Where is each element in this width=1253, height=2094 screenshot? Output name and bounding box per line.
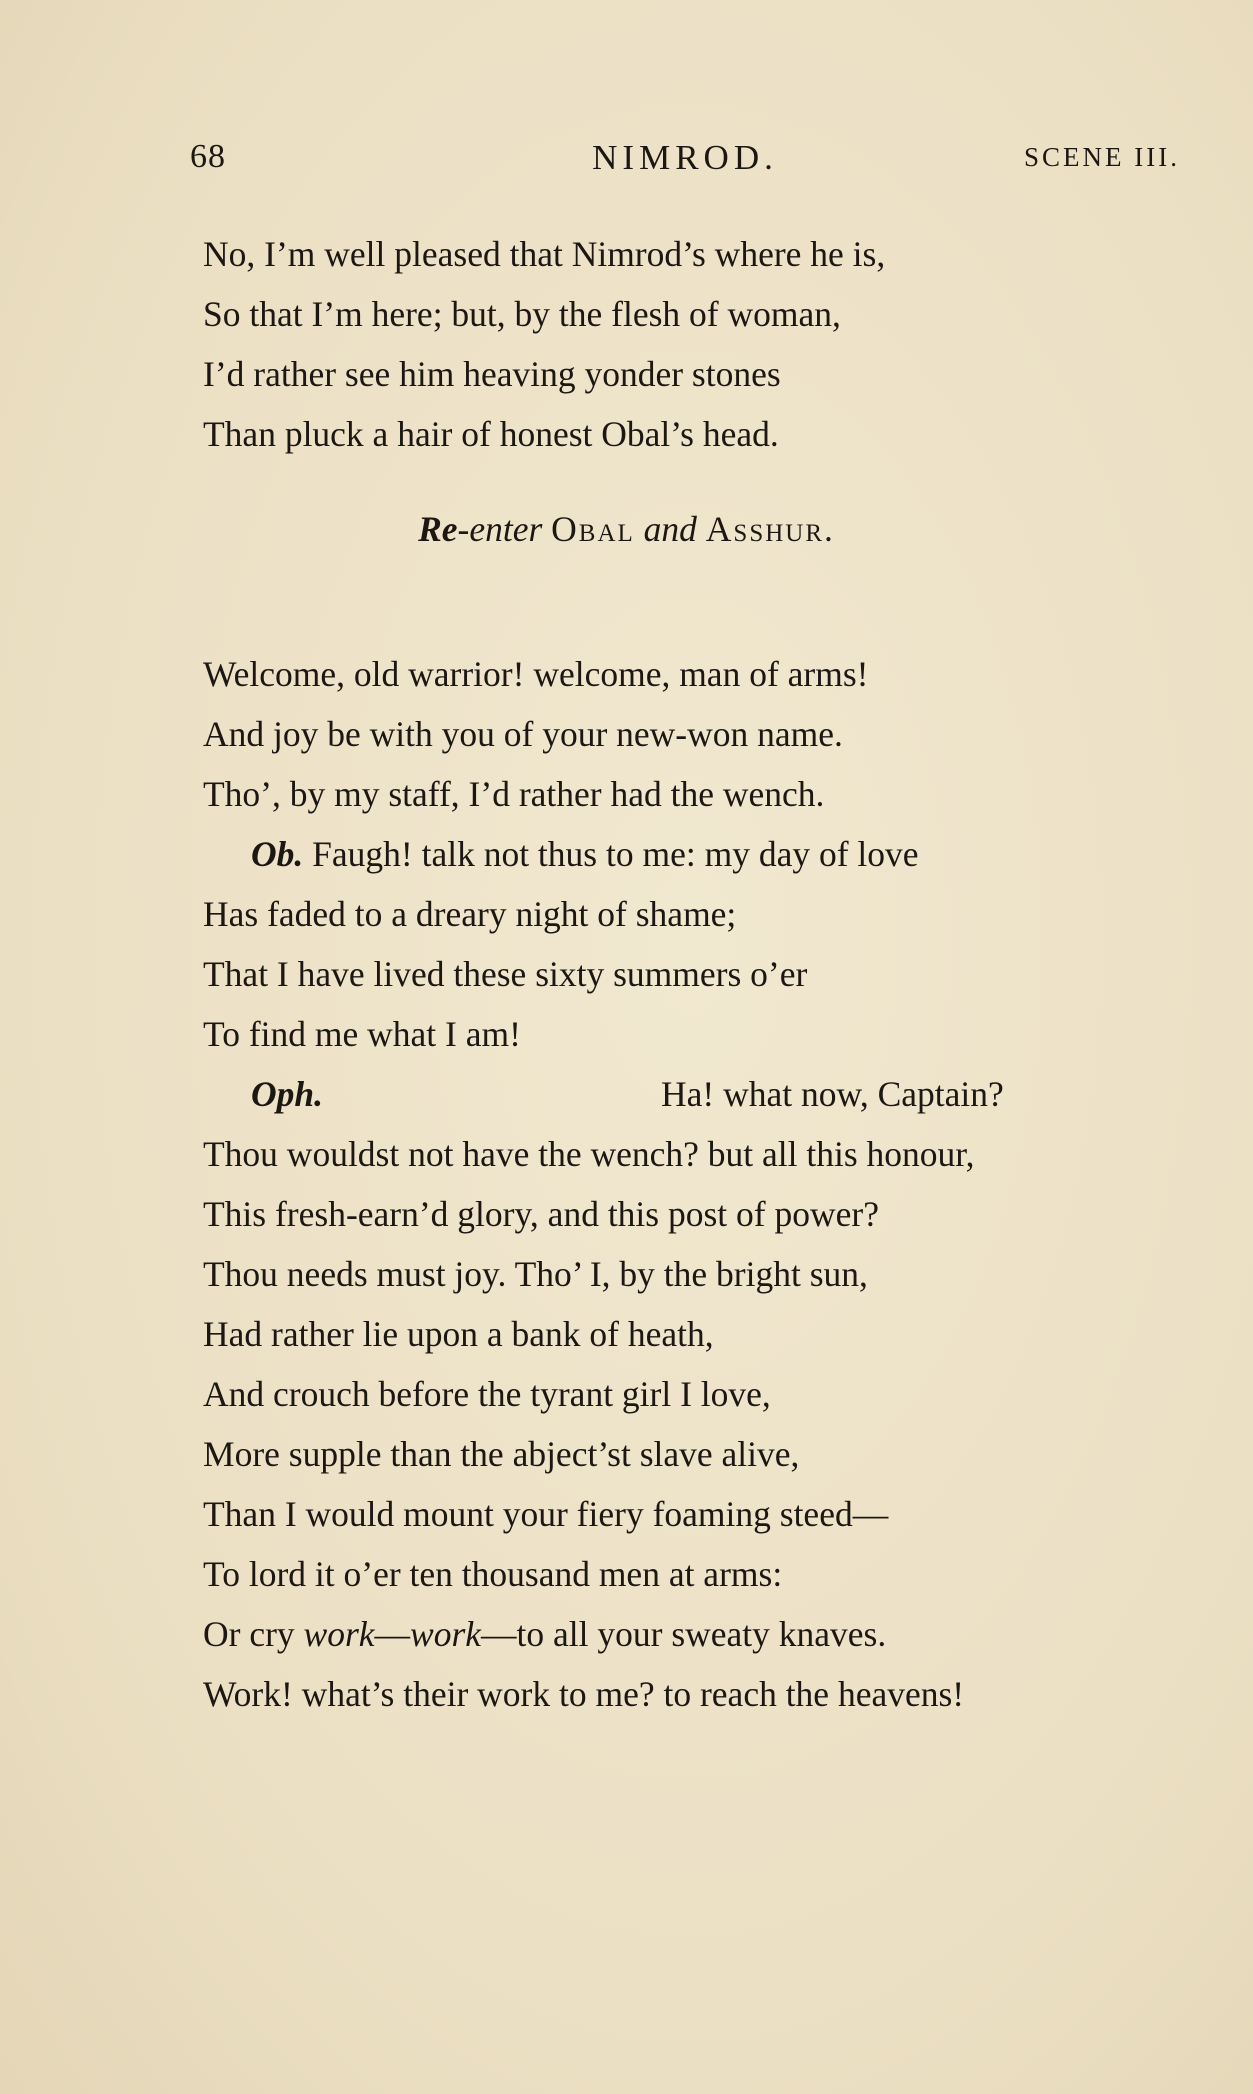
verse-line — [203, 1072, 1004, 1116]
running-header — [190, 138, 1180, 188]
verse-line: No, I’m well pleased that Nimrod’s where he is, — [203, 234, 886, 274]
emphasis-work: work — [303, 1614, 375, 1654]
verse-text: Or cry — [203, 1614, 304, 1654]
verse-line: So that I’m here; but, by the flesh of woman, — [203, 294, 841, 334]
stage-direction-re: Re — [418, 509, 458, 549]
verse-line: And joy be with you of your new-won name. — [203, 714, 843, 754]
emphasis-work: work — [410, 1614, 482, 1654]
verse-line: Than I would mount your fiery foaming steed— — [203, 1494, 889, 1534]
verse-line: Tho’, by my staff, I’d rather had the wench. — [203, 774, 825, 814]
stage-direction-asshur: Asshur. — [705, 509, 835, 549]
page-number: 68 — [190, 138, 226, 175]
verse-line: Than pluck a hair of honest Obal’s head. — [203, 414, 779, 454]
verse-line: Had rather lie upon a bank of heath, — [203, 1314, 714, 1354]
verse-line: To lord it o’er ten thousand men at arms: — [203, 1554, 783, 1594]
verse-line: Has faded to a dreary night of shame; — [203, 894, 737, 934]
verse-text: Ha! what now, Captain? — [661, 1074, 1004, 1114]
running-title: NIMROD. — [592, 138, 778, 177]
verse-text: Faugh! talk not thus to me: my day of love — [303, 834, 919, 874]
verse-line: Thou needs must joy. Tho’ I, by the bright sun, — [203, 1254, 868, 1294]
verse-dash: — — [374, 1614, 411, 1654]
speaker-label: Ob. — [251, 834, 304, 874]
verse-line: Welcome, old warrior! welcome, man of arms! — [203, 654, 869, 694]
verse-line: This fresh-earn’d glory, and this post of power? — [203, 1194, 879, 1234]
verse-line: That I have lived these sixty summers o’er — [203, 954, 808, 994]
verse-text: —to all your sweaty knaves. — [481, 1614, 887, 1654]
stage-direction-enter: -enter — [457, 509, 543, 549]
stage-direction — [0, 508, 1253, 550]
verse-line: Work! what’s their work to me? to reach the heavens! — [203, 1674, 965, 1714]
verse-line — [203, 1612, 886, 1656]
verse-line: And crouch before the tyrant girl I love, — [203, 1374, 771, 1414]
stage-direction-and: and — [643, 509, 697, 549]
stage-direction-obal: Obal — [551, 509, 635, 549]
verse-line — [203, 832, 919, 876]
verse-line: More supple than the abject’st slave alive, — [203, 1434, 800, 1474]
verse-line: Thou wouldst not have the wench? but all this honour, — [203, 1134, 975, 1174]
verse-line: To find me what I am! — [203, 1014, 521, 1054]
speaker-label: Oph. — [251, 1074, 324, 1114]
verse-line: I’d rather see him heaving yonder stones — [203, 354, 781, 394]
scene-label: SCENE III. — [1024, 142, 1180, 172]
